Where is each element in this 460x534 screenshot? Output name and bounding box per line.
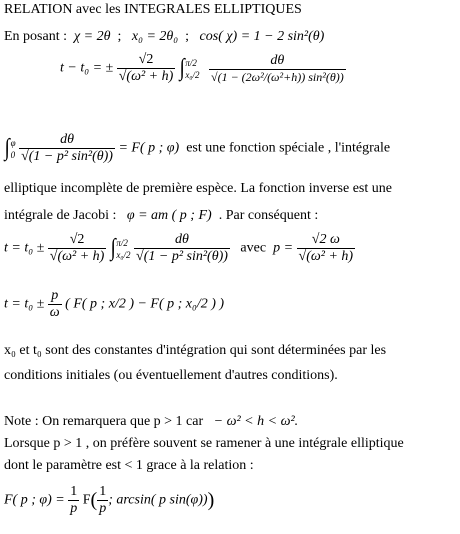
separator: ; bbox=[117, 29, 122, 44]
page-title: RELATION avec les INTEGRALES ELLIPTIQUES bbox=[4, 2, 302, 17]
eq5-prefactor-den: p bbox=[70, 501, 78, 516]
substitution-line bbox=[4, 29, 324, 45]
eq3-upper-limit: π/2 bbox=[116, 237, 128, 248]
integral-sign: ∫ bbox=[4, 135, 10, 161]
eq5-prefactor bbox=[68, 484, 79, 517]
eq1-prefactor-num: √2 bbox=[117, 52, 176, 69]
note-line bbox=[4, 414, 298, 430]
eq3-p-num: √2 ω bbox=[297, 232, 356, 249]
jacobi-equation: φ = am ( p ; F) bbox=[126, 208, 212, 223]
eq4-prefactor-num: p bbox=[48, 288, 62, 305]
paragraph-line: elliptique incomplète de première espèce. La fonction inverse est une bbox=[4, 181, 392, 196]
x0-definition: x₀ = 2θ₀ bbox=[131, 29, 179, 44]
lead-text: En posant : bbox=[4, 29, 67, 44]
jacobi-tail: . Par conséquent : bbox=[218, 208, 319, 223]
integral-sign: ∫ bbox=[110, 235, 116, 261]
eq3-prefactor bbox=[48, 232, 107, 265]
eq2-lower-limit: 0 bbox=[10, 149, 16, 160]
eq1-integrand bbox=[209, 53, 346, 85]
eq2-integrand-den: √(1 − p² sin²(θ)) bbox=[21, 149, 113, 164]
eq3-mid-text: avec bbox=[240, 240, 267, 256]
eq3-prefactor-num: √2 bbox=[48, 232, 107, 249]
eq4-body: ( F( p ; x/2 ) − F( p ; x₀/2 ) ) bbox=[65, 296, 225, 312]
paragraph-line bbox=[4, 208, 318, 224]
eq1-prefactor bbox=[117, 52, 176, 85]
eq1-lhs: t − t₀ = ± bbox=[60, 60, 114, 76]
eq1-lower-limit: x₀/2 bbox=[185, 69, 200, 80]
separator: ; bbox=[185, 29, 190, 44]
eq3-prefactor-den: √(ω² + h) bbox=[49, 249, 105, 264]
eq3-lower-limit: x₀/2 bbox=[116, 249, 131, 260]
eq2-limits bbox=[11, 137, 16, 161]
paragraph-line: dont le paramètre est < 1 grace à la relation : bbox=[4, 458, 254, 473]
cos-identity: cos( χ) = 1 − 2 sin²(θ) bbox=[199, 29, 325, 44]
paragraph-line: conditions initiales (ou éventuellement d'autres conditions). bbox=[4, 368, 338, 383]
eq1-upper-limit: π/2 bbox=[185, 57, 197, 68]
close-paren: ) bbox=[207, 489, 215, 511]
eq3-p-fraction bbox=[297, 232, 356, 265]
note-inequality: − ω² < h < ω². bbox=[213, 414, 299, 429]
eq2-rhs: = F( p ; φ) bbox=[118, 140, 180, 156]
eq4-prefactor bbox=[48, 288, 62, 321]
eq5-lhs: F( p ; φ) = bbox=[4, 492, 65, 508]
eq1-prefactor-den: √(ω² + h) bbox=[118, 69, 174, 84]
eq3-p-den: √(ω² + h) bbox=[298, 249, 354, 264]
eq2-text: est une fonction spéciale , l'intégrale bbox=[186, 140, 391, 156]
eq2-integrand-num: dθ bbox=[19, 132, 115, 149]
eq1-integrand-num: dθ bbox=[209, 53, 346, 70]
eq4-lhs: t = t₀ ± bbox=[4, 296, 45, 312]
eq3-integrand-den: √(1 − p² sin²(θ)) bbox=[136, 249, 228, 264]
equation-reciprocal-modulus bbox=[4, 484, 214, 517]
paragraph-line: x₀ et t₀ sont des constantes d'intégration qui sont déterminées par les bbox=[4, 343, 387, 358]
eq3-integrand-num: dθ bbox=[134, 232, 230, 249]
eq5-prefactor-num: 1 bbox=[70, 484, 78, 499]
open-paren: ( bbox=[90, 489, 98, 511]
eq2-upper-limit: φ bbox=[10, 137, 16, 148]
equation-time-difference bbox=[4, 288, 224, 321]
eq3-limits bbox=[116, 237, 130, 261]
chi-definition: χ = 2θ bbox=[74, 29, 111, 44]
eq1-limits bbox=[185, 57, 199, 81]
equation-incomplete-elliptic bbox=[4, 132, 390, 165]
eq3-lhs: t = t₀ ± bbox=[4, 240, 45, 256]
eq5-rest: ; arcsin( p sin(φ)) bbox=[108, 492, 208, 508]
eq2-integrand bbox=[19, 132, 115, 165]
note-text: Note : On remarquera que p > 1 car bbox=[4, 414, 204, 429]
paragraph-line: Lorsque p > 1 , on préfère souvent se ramener à une intégrale elliptique bbox=[4, 436, 404, 451]
equation-time-complete bbox=[4, 232, 355, 265]
eq5-inner-den: p bbox=[99, 501, 107, 516]
eq5-inner-num: 1 bbox=[99, 484, 107, 499]
eq1-integrand-den: √(1 − (2ω²/(ω²+h)) sin²(θ)) bbox=[210, 69, 344, 84]
eq3-integrand bbox=[134, 232, 230, 265]
eq5-inner-fraction bbox=[97, 484, 108, 517]
jacobi-text: intégrale de Jacobi : bbox=[4, 208, 117, 223]
equation-time-integral bbox=[60, 52, 346, 85]
eq3-p-lhs: p = bbox=[273, 240, 294, 256]
integral-sign: ∫ bbox=[179, 55, 185, 81]
eq5-function: F bbox=[82, 492, 91, 508]
eq4-prefactor-den: ω bbox=[49, 305, 60, 320]
